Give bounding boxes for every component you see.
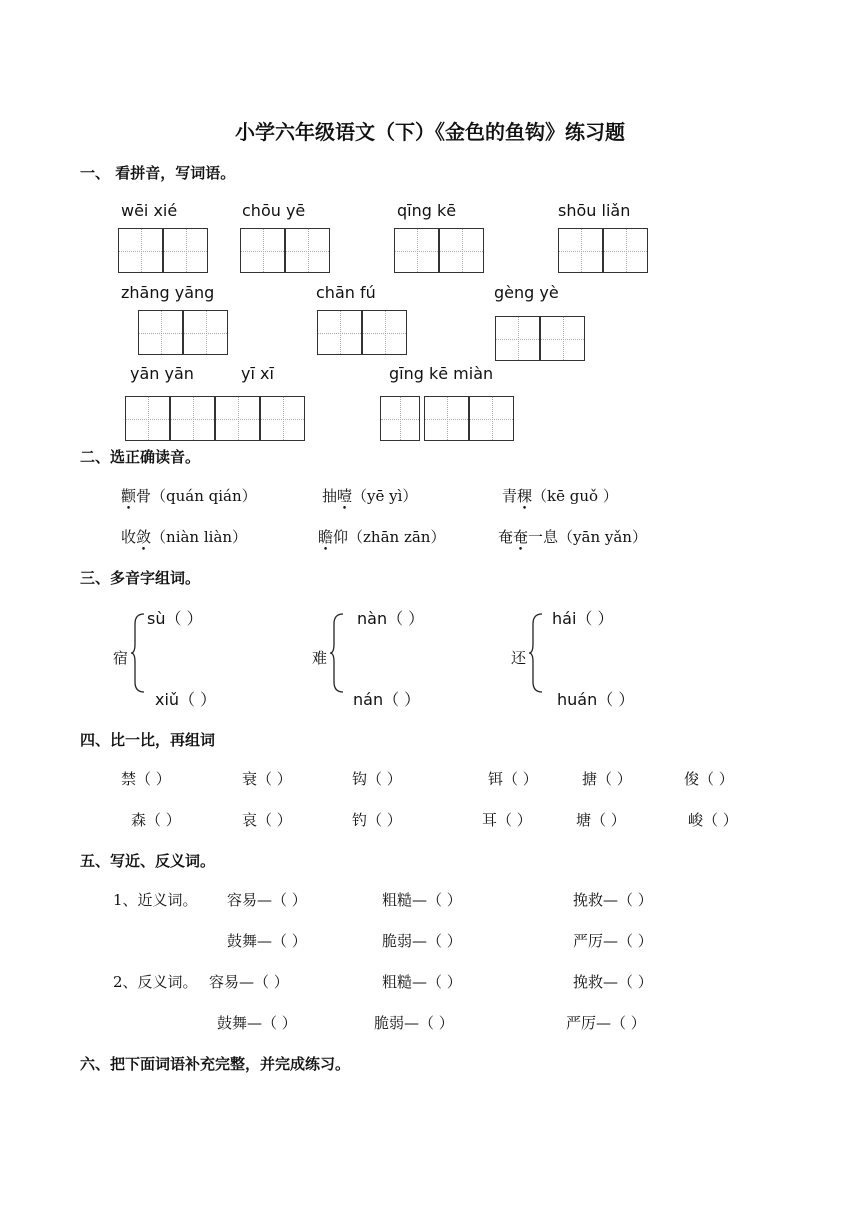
writing-box[interactable]	[317, 310, 362, 355]
reading-item-3[interactable]: 青稞（kē guǒ ）	[502, 487, 618, 505]
dotted-char: 颧	[121, 487, 137, 505]
reading-item-6[interactable]: 奄奄一息（yān yǎn）	[498, 528, 647, 546]
pinyin-8: yān yān	[130, 364, 194, 383]
writing-box[interactable]	[138, 310, 183, 355]
reading-item-1[interactable]: 颧骨（quán qián）	[121, 487, 257, 505]
synonym-item[interactable]: 鼓舞—（ ）	[227, 932, 307, 950]
compare-word-7[interactable]: 森（ ）	[131, 811, 181, 829]
brace-icon	[130, 612, 146, 694]
reading-item-2[interactable]: 抽噎（yē yì）	[322, 487, 418, 505]
compare-word-6[interactable]: 俊（ ）	[684, 770, 734, 788]
compare-word-10[interactable]: 耳（ ）	[482, 811, 532, 829]
polyphone-reading-2b[interactable]: nán（ ）	[353, 690, 421, 709]
writing-box[interactable]	[183, 310, 228, 355]
dotted-char: 噎	[337, 487, 353, 505]
pinyin-4: shōu liǎn	[558, 201, 631, 220]
polyphone-reading-3b[interactable]: huán（ ）	[557, 690, 635, 709]
brace-icon	[329, 612, 345, 694]
compare-word-5[interactable]: 搪（ ）	[582, 770, 632, 788]
compare-word-3[interactable]: 钩（ ）	[352, 770, 402, 788]
polyphone-reading-1b[interactable]: xiǔ（ ）	[155, 690, 217, 709]
reading-item-4[interactable]: 收敛（niàn liàn）	[121, 528, 248, 546]
writing-box[interactable]	[285, 228, 330, 273]
dotted-char: 敛	[136, 528, 152, 546]
writing-box[interactable]	[558, 228, 603, 273]
writing-box[interactable]	[540, 316, 585, 361]
compare-word-11[interactable]: 塘（ ）	[576, 811, 626, 829]
synonym-label: 1、近义词。	[113, 891, 198, 909]
dotted-char: 稞	[517, 487, 533, 505]
pinyin-7: gèng yè	[494, 283, 559, 302]
writing-box[interactable]	[170, 396, 215, 441]
polyphone-reading-3a[interactable]: hái（ ）	[552, 609, 614, 628]
pinyin-1: wēi xié	[121, 201, 178, 220]
writing-box[interactable]	[125, 396, 170, 441]
synonym-item[interactable]: 挽救—（ ）	[573, 891, 653, 909]
polyphone-char-2: 难	[312, 649, 328, 667]
writing-box[interactable]	[603, 228, 648, 273]
synonym-item[interactable]: 容易—（ ）	[227, 891, 307, 909]
section-3-heading: 三、多音字组词。	[80, 569, 201, 587]
writing-box[interactable]	[439, 228, 484, 273]
polyphone-char-1: 宿	[113, 649, 129, 667]
antonym-item[interactable]: 脆弱—（ ）	[374, 1014, 454, 1032]
compare-word-4[interactable]: 铒（ ）	[488, 770, 538, 788]
section-2-heading: 二、选正确读音。	[80, 448, 201, 466]
writing-box[interactable]	[380, 396, 420, 441]
writing-box[interactable]	[394, 228, 439, 273]
synonym-item[interactable]: 粗糙—（ ）	[382, 891, 462, 909]
pinyin-6: chān fú	[316, 283, 376, 302]
section-6-heading: 六、把下面词语补充完整，并完成练习。	[80, 1055, 351, 1073]
polyphone-reading-2a[interactable]: nàn（ ）	[357, 609, 425, 628]
polyphone-reading-1a[interactable]: sù（ ）	[147, 609, 203, 628]
antonym-label: 2、反义词。	[113, 973, 198, 991]
dotted-char: 瞻	[318, 528, 334, 546]
writing-box[interactable]	[362, 310, 407, 355]
writing-box[interactable]	[495, 316, 540, 361]
writing-box[interactable]	[163, 228, 208, 273]
antonym-item[interactable]: 鼓舞—（ ）	[217, 1014, 297, 1032]
writing-box[interactable]	[215, 396, 260, 441]
pinyin-5: zhāng yāng	[121, 283, 215, 302]
section-5-heading: 五、写近、反义词。	[80, 852, 216, 870]
writing-box[interactable]	[424, 396, 469, 441]
polyphone-char-3: 还	[511, 649, 527, 667]
writing-box[interactable]	[240, 228, 285, 273]
compare-word-12[interactable]: 峻（ ）	[688, 811, 738, 829]
pinyin-3: qīng kē	[397, 201, 457, 220]
section-1-heading: 一、 看拼音，写词语。	[80, 164, 236, 182]
section-4-heading: 四、比一比，再组词	[80, 731, 216, 749]
antonym-item[interactable]: 粗糙—（ ）	[382, 973, 462, 991]
pinyin-10: gīng kē miàn	[389, 364, 494, 383]
synonym-item[interactable]: 严厉—（ ）	[573, 932, 653, 950]
compare-word-2[interactable]: 衰（ ）	[242, 770, 292, 788]
synonym-item[interactable]: 脆弱—（ ）	[382, 932, 462, 950]
pinyin-9: yī xī	[241, 364, 274, 383]
writing-box[interactable]	[469, 396, 514, 441]
compare-word-9[interactable]: 钓（ ）	[352, 811, 402, 829]
antonym-item[interactable]: 挽救—（ ）	[573, 973, 653, 991]
page-title: 小学六年级语文（下）《金色的鱼钩》练习题	[235, 120, 625, 144]
writing-box[interactable]	[260, 396, 305, 441]
compare-word-8[interactable]: 哀（ ）	[242, 811, 292, 829]
dotted-char: 奄	[513, 528, 529, 546]
antonym-item[interactable]: 严厉—（ ）	[566, 1014, 646, 1032]
pinyin-2: chōu yē	[242, 201, 306, 220]
writing-box[interactable]	[118, 228, 163, 273]
brace-icon	[528, 612, 544, 694]
compare-word-1[interactable]: 禁（ ）	[121, 770, 171, 788]
antonym-item[interactable]: 容易—（ ）	[209, 973, 289, 991]
reading-item-5[interactable]: 瞻仰（zhān zān）	[318, 528, 446, 546]
